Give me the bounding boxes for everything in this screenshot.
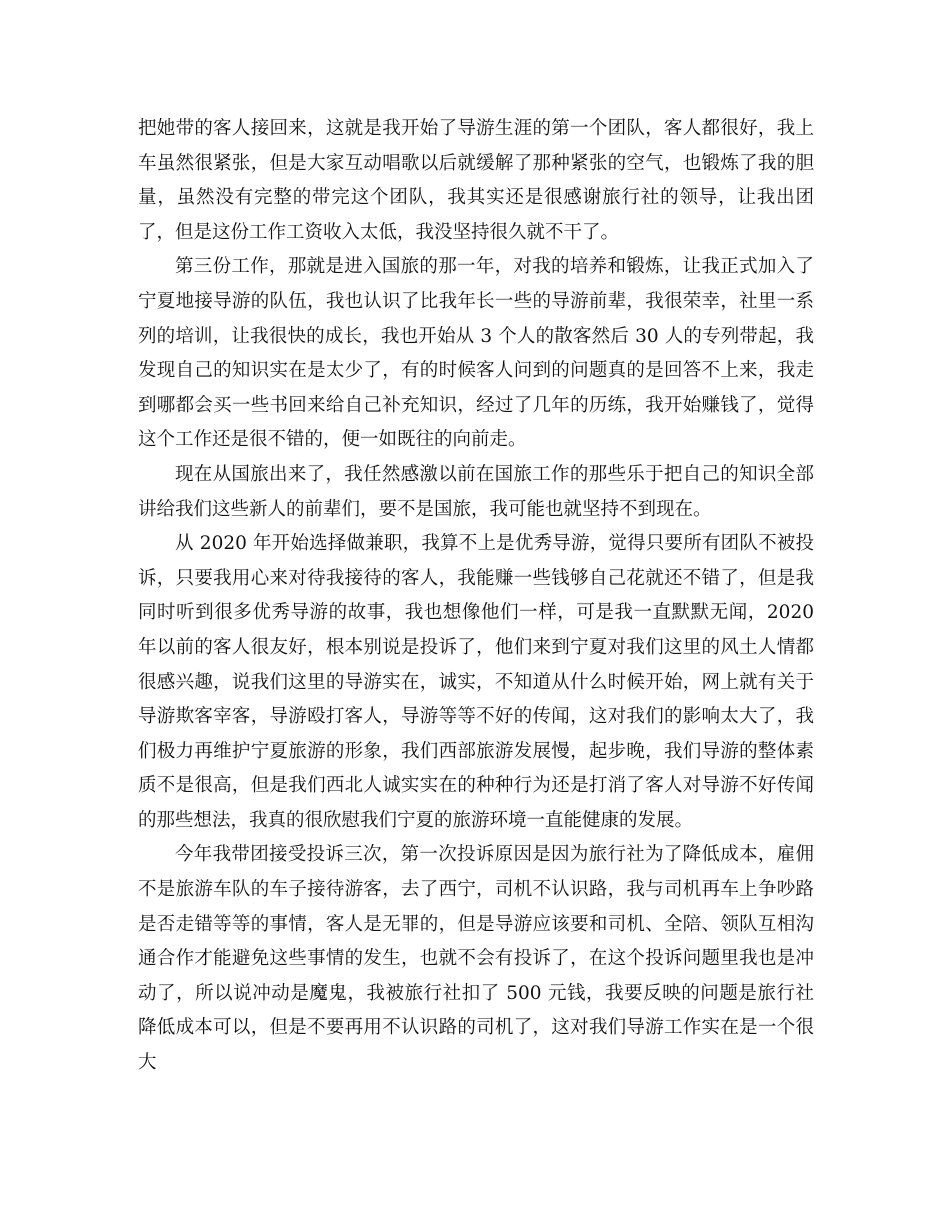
paragraph-complaints: 今年我带团接受投诉三次，第一次投诉原因是因为旅行社为了降低成本，雇佣不是旅游车队的车子接待游客，去了西宁，司机不认识路，我与司机再车上争吵路是否走错等等的事情，客人是无罪的，但是导游应该要和司机、全陪、领队互相沟通合作才能避免这些事情的发生，也就不会有投诉了，在这个投诉问题里我也是冲动了，所以说冲动是魔鬼，我被旅行社扣了 500 元钱，我要反映的问题是旅行社降低成本可以，但是不要再用不认识路的司机了，这对我们导游工作实在是一个很大	[138, 844, 814, 1074]
paragraph-gratitude: 现在从国旅出来了，我任然感激以前在国旅工作的那些乐于把自己的知识全部讲给我们这些新人的前辈们，要不是国旅，我可能也就坚持不到现在。	[138, 463, 814, 520]
paragraph-third-job: 第三份工作，那就是进入国旅的那一年，对我的培养和锻炼，让我正式加入了宁夏地接导游的队伍，我也认识了比我年长一些的导游前辈，我很荣幸，社里一系列的培训，让我很快的成长，我也开始从 3 个人的散客然后 30 人的专列带起，我发现自己的知识实在是太少了，有的时候客人问到的问题真的是回答不上来，我走到哪都会买一些书回来给自己补充知识，经过了几年的历练，我开始赚钱了，觉得这个工作还是很不错的，便一如既往的向前走。	[138, 256, 814, 451]
document-body	[138, 112, 814, 1081]
paragraph-part-time: 从 2020 年开始选择做兼职，我算不上是优秀导游，觉得只要所有团队不被投诉，只要我用心来对待我接待的客人，我能赚一些钱够自己花就还不错了，但是我同时听到很多优秀导游的故事，我也想像他们一样，可是我一直默默无闻，2020 年以前的客人很友好，根本别说是投诉了，他们来到宁夏对我们这里的风土人情都很感兴趣，说我们这里的导游实在，诚实，不知道从什么时候开始，网上就有关于导游欺客宰客，导游殴打客人，导游等等不好的传闻，这对我们的影响太大了，我们极力再维护宁夏旅游的形象，我们西部旅游发展慢，起步晚，我们导游的整体素质不是很高，但是我们西北人诚实实在的种种行为还是打消了客人对导游不好传闻的那些想法，我真的很欣慰我们宁夏的旅游环境一直能健康的发展。	[138, 533, 814, 831]
paragraph-continued: 把她带的客人接回来，这就是我开始了导游生涯的第一个团队，客人都很好，我上车虽然很紧张，但是大家互动唱歌以后就缓解了那种紧张的空气，也锻炼了我的胆量，虽然没有完整的带完这个团队，我其实还是很感谢旅行社的领导，让我出团了，但是这份工作工资收入太低，我没坚持很久就不干了。	[138, 118, 814, 243]
